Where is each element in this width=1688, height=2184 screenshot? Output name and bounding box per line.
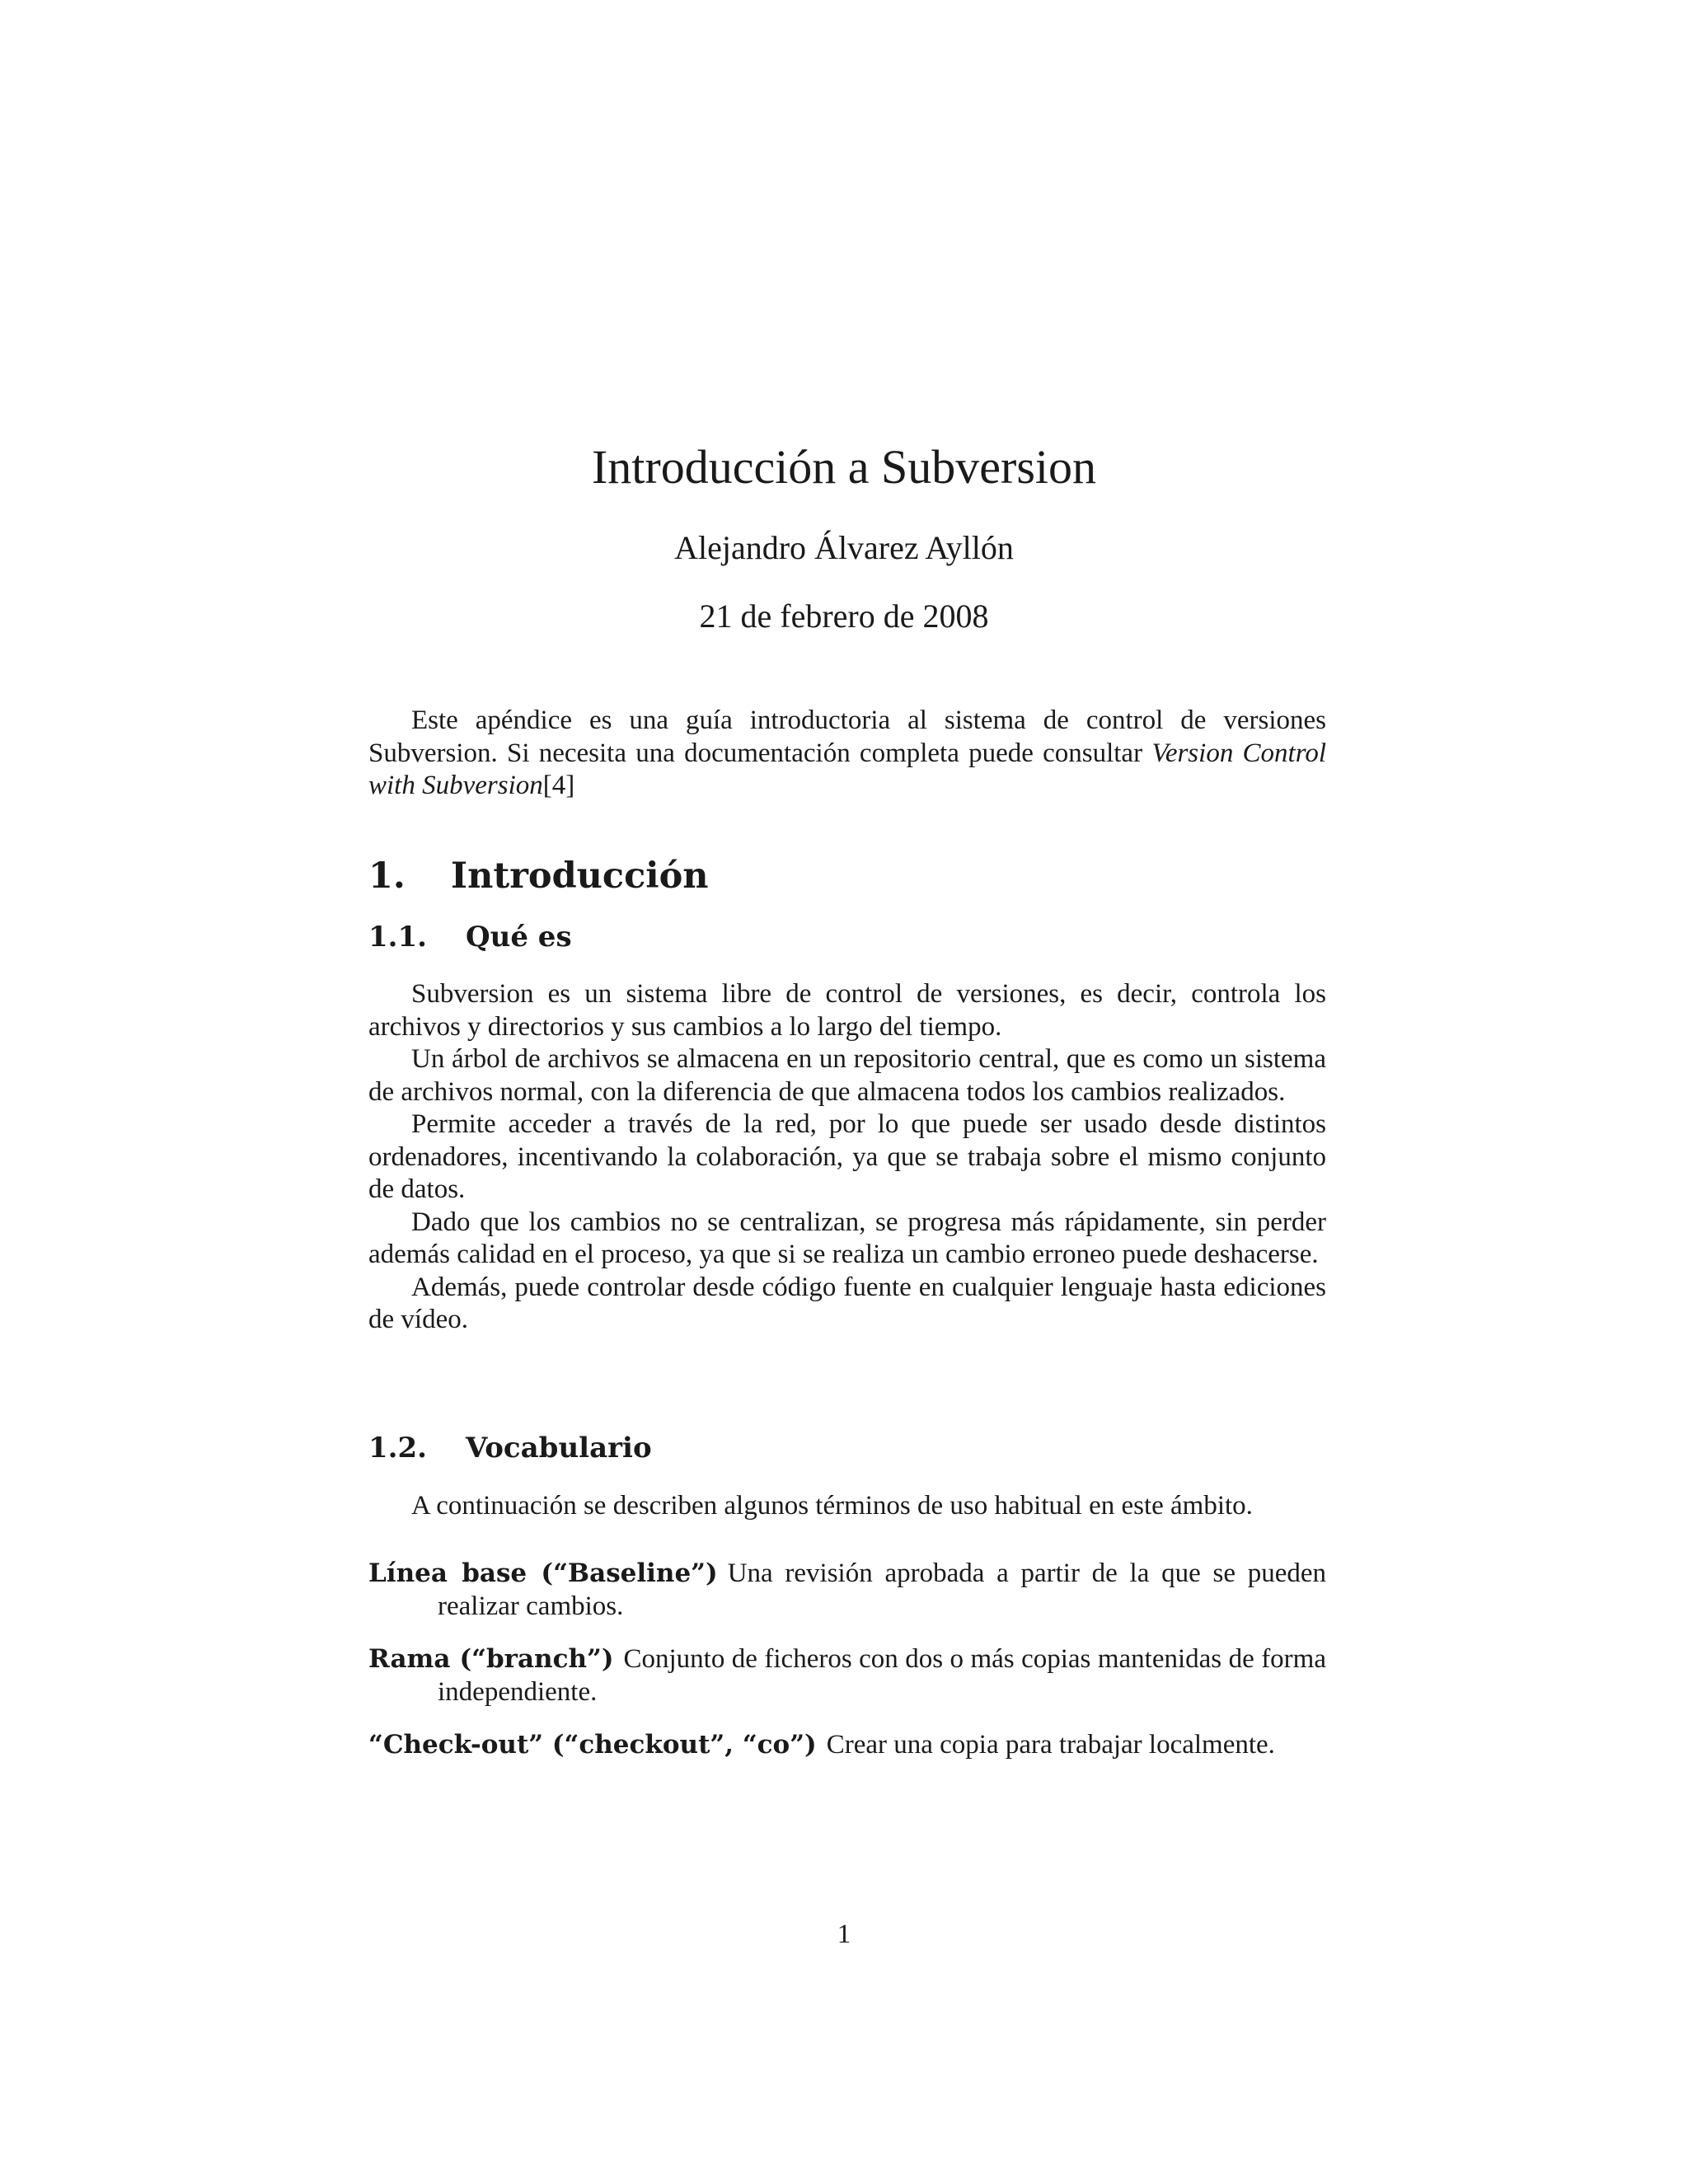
definition-term: Rama (“branch”) <box>368 1644 614 1674</box>
definition-text: Crear una copia para trabajar localmente. <box>826 1730 1275 1760</box>
page-number: 1 <box>837 1919 851 1949</box>
document-author: Alejandro Álvarez Ayllón <box>674 529 1014 566</box>
subsection-title: Qué es <box>466 921 572 954</box>
paragraph: Un árbol de archivos se almacena en un repositorio central, que es como un sistema de archivos normal, con la diferencia de que almacena todos los cambios realizados. <box>368 1044 1326 1107</box>
definition-list <box>368 1558 1326 1783</box>
section-heading-introduccion <box>368 853 1325 899</box>
abstract-citation: [4] <box>542 771 575 800</box>
subsection-title: Vocabulario <box>466 1432 652 1465</box>
definition-text: Conjunto de ficheros con dos o más copias mantenidas de forma independiente. <box>438 1644 1326 1707</box>
abstract-text: Este apéndice es una guía introductoria al sistema de control de versiones Subversion. Si necesita una documentación completa puede consultar <box>368 705 1326 768</box>
paragraph: Subversion es un sistema libre de control de versiones, es decir, controla los archivos y directorios y sus cambios a lo largo del tiempo. <box>368 979 1326 1042</box>
paragraph: A continuación se describen algunos términos de uso habitual en este ámbito. <box>411 1491 1253 1521</box>
que-es-paragraphs <box>368 978 1326 1337</box>
abstract <box>368 705 1326 803</box>
definition-term: Línea base (“Baseline”) <box>368 1558 718 1588</box>
paragraph: Además, puede controlar desde código fuente en cualquier lenguaje hasta ediciones de vídeo. <box>368 1272 1326 1334</box>
definition-term: “Check-out” (“checkout”, “co”) <box>368 1730 817 1760</box>
definition-text: Una revisión aprobada a partir de la que se pueden realizar cambios. <box>438 1558 1326 1621</box>
section-number: 1. <box>368 855 406 897</box>
subsection-number: 1.1. <box>368 921 427 954</box>
document-date: 21 de febrero de 2008 <box>699 598 989 635</box>
abstract-reference-title: Version Control with Subversion <box>368 738 1327 800</box>
paragraph: Permite acceder a través de la red, por lo que puede ser usado desde distintos ordenadores, incentivando la colaboración, ya que se trabaja sobre el mismo conjunto de datos. <box>368 1109 1326 1204</box>
definition-item <box>368 1643 1326 1708</box>
definition-item <box>368 1558 1326 1623</box>
subsection-number: 1.2. <box>368 1432 427 1465</box>
document-title: Introducción a Subversion <box>591 440 1097 494</box>
paragraph: Dado que los cambios no se centralizan, se progresa más rápidamente, sin perder además calidad en el proceso, ya que si se realiza un cambio erroneo puede deshacerse. <box>368 1207 1326 1269</box>
definition-item <box>368 1729 1326 1762</box>
subsection-heading-vocabulario <box>368 1430 1325 1466</box>
section-title: Introducción <box>451 855 709 897</box>
subsection-heading-que-es <box>368 919 1325 955</box>
vocabulario-intro <box>368 1490 1326 1523</box>
